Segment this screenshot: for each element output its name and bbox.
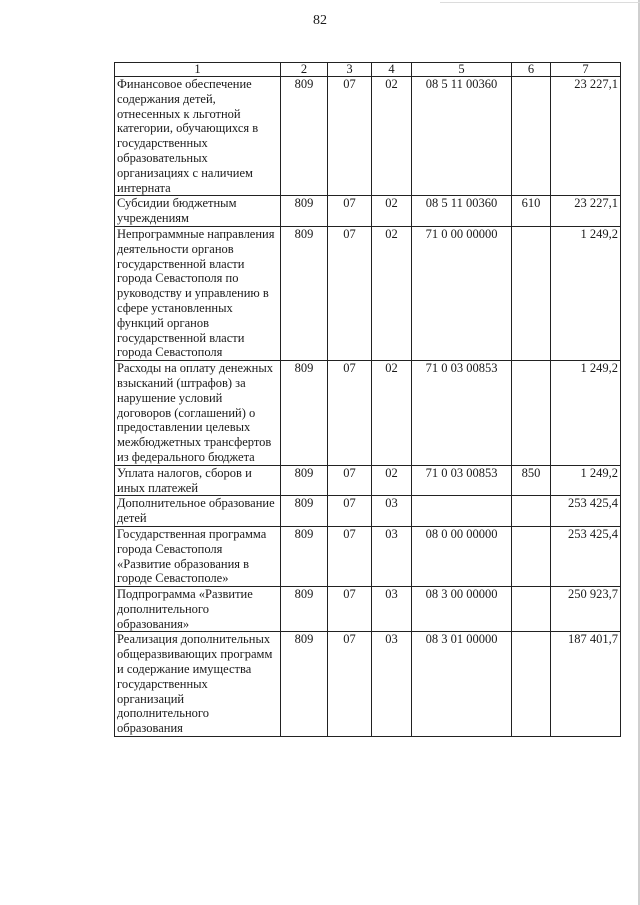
amount-cell: 1 249,2 <box>551 361 621 466</box>
amount-cell: 187 401,7 <box>551 632 621 737</box>
section-code-cell: 07 <box>328 526 372 586</box>
section-code-cell: 07 <box>328 632 372 737</box>
amount-cell: 253 425,4 <box>551 496 621 527</box>
table-row <box>115 77 621 196</box>
expense-type-cell: 850 <box>512 465 551 496</box>
gr-code-cell: 809 <box>281 196 328 227</box>
gr-code-cell: 809 <box>281 587 328 632</box>
column-header: 7 <box>551 63 621 77</box>
section-code-cell: 07 <box>328 196 372 227</box>
gr-code-cell: 809 <box>281 496 328 527</box>
expense-type-cell <box>512 226 551 360</box>
table-body <box>115 63 621 737</box>
expense-type-cell <box>512 361 551 466</box>
gr-code-cell: 809 <box>281 226 328 360</box>
amount-cell: 1 249,2 <box>551 226 621 360</box>
target-article-cell: 71 0 03 00853 <box>412 465 512 496</box>
section-code-cell: 07 <box>328 465 372 496</box>
target-article-cell: 08 3 00 00000 <box>412 587 512 632</box>
amount-cell: 253 425,4 <box>551 526 621 586</box>
gr-code-cell: 809 <box>281 526 328 586</box>
expense-type-cell <box>512 632 551 737</box>
gr-code-cell: 809 <box>281 632 328 737</box>
target-article-cell: 08 5 11 00360 <box>412 77 512 196</box>
section-code-cell: 07 <box>328 587 372 632</box>
column-header: 5 <box>412 63 512 77</box>
expense-name-cell: Подпрограмма «Развитие дополнительного образования» <box>115 587 281 632</box>
amount-cell: 250 923,7 <box>551 587 621 632</box>
expense-name-cell: Субсидии бюджетным учреждениям <box>115 196 281 227</box>
expense-name-cell: Уплата налогов, сборов и иных платежей <box>115 465 281 496</box>
target-article-cell: 08 5 11 00360 <box>412 196 512 227</box>
subsection-code-cell: 02 <box>372 465 412 496</box>
expense-name-cell: Государственная программа города Севастополя «Развитие образования в городе Севастополе» <box>115 526 281 586</box>
expense-name-cell: Реализация дополнительных общеразвивающих программ и содержание имущества государственных организаций дополнительного образования <box>115 632 281 737</box>
table-row <box>115 465 621 496</box>
header-row <box>115 63 621 77</box>
column-header: 1 <box>115 63 281 77</box>
expense-type-cell <box>512 496 551 527</box>
table-row <box>115 526 621 586</box>
expense-name-cell: Финансовое обеспечение содержания детей, отнесенных к льготной категории, обучающихся в государственных образовательных организациях с наличием интерната <box>115 77 281 196</box>
target-article-cell <box>412 496 512 527</box>
expense-name-cell: Расходы на оплату денежных взысканий (штрафов) за нарушение условий договоров (соглашений) о предоставлении целевых межбюджетных трансфертов из федерального бюджета <box>115 361 281 466</box>
section-code-cell: 07 <box>328 226 372 360</box>
gr-code-cell: 809 <box>281 77 328 196</box>
target-article-cell: 08 3 01 00000 <box>412 632 512 737</box>
page-number: 82 <box>313 13 327 28</box>
amount-cell: 23 227,1 <box>551 77 621 196</box>
column-header: 2 <box>281 63 328 77</box>
expense-name-cell: Непрограммные направления деятельности органов государственной власти города Севастополя по руководству и управлению в сфере установленных функций органов государственной власти города Севастополя <box>115 226 281 360</box>
subsection-code-cell: 03 <box>372 587 412 632</box>
subsection-code-cell: 02 <box>372 77 412 196</box>
expense-type-cell <box>512 587 551 632</box>
expense-type-cell <box>512 526 551 586</box>
scan-line <box>440 2 640 3</box>
table-row <box>115 587 621 632</box>
subsection-code-cell: 02 <box>372 196 412 227</box>
column-header: 3 <box>328 63 372 77</box>
table-row <box>115 196 621 227</box>
target-article-cell: 08 0 00 00000 <box>412 526 512 586</box>
subsection-code-cell: 03 <box>372 496 412 527</box>
table-row <box>115 496 621 527</box>
expense-name-cell: Дополнительное образование детей <box>115 496 281 527</box>
gr-code-cell: 809 <box>281 465 328 496</box>
column-header: 4 <box>372 63 412 77</box>
expense-type-cell: 610 <box>512 196 551 227</box>
amount-cell: 1 249,2 <box>551 465 621 496</box>
table-row <box>115 361 621 466</box>
expense-type-cell <box>512 77 551 196</box>
target-article-cell: 71 0 03 00853 <box>412 361 512 466</box>
subsection-code-cell: 02 <box>372 361 412 466</box>
target-article-cell: 71 0 00 00000 <box>412 226 512 360</box>
budget-table <box>114 62 621 737</box>
column-header: 6 <box>512 63 551 77</box>
table-row <box>115 632 621 737</box>
section-code-cell: 07 <box>328 361 372 466</box>
subsection-code-cell: 02 <box>372 226 412 360</box>
section-code-cell: 07 <box>328 496 372 527</box>
subsection-code-cell: 03 <box>372 526 412 586</box>
amount-cell: 23 227,1 <box>551 196 621 227</box>
gr-code-cell: 809 <box>281 361 328 466</box>
section-code-cell: 07 <box>328 77 372 196</box>
table-row <box>115 226 621 360</box>
subsection-code-cell: 03 <box>372 632 412 737</box>
